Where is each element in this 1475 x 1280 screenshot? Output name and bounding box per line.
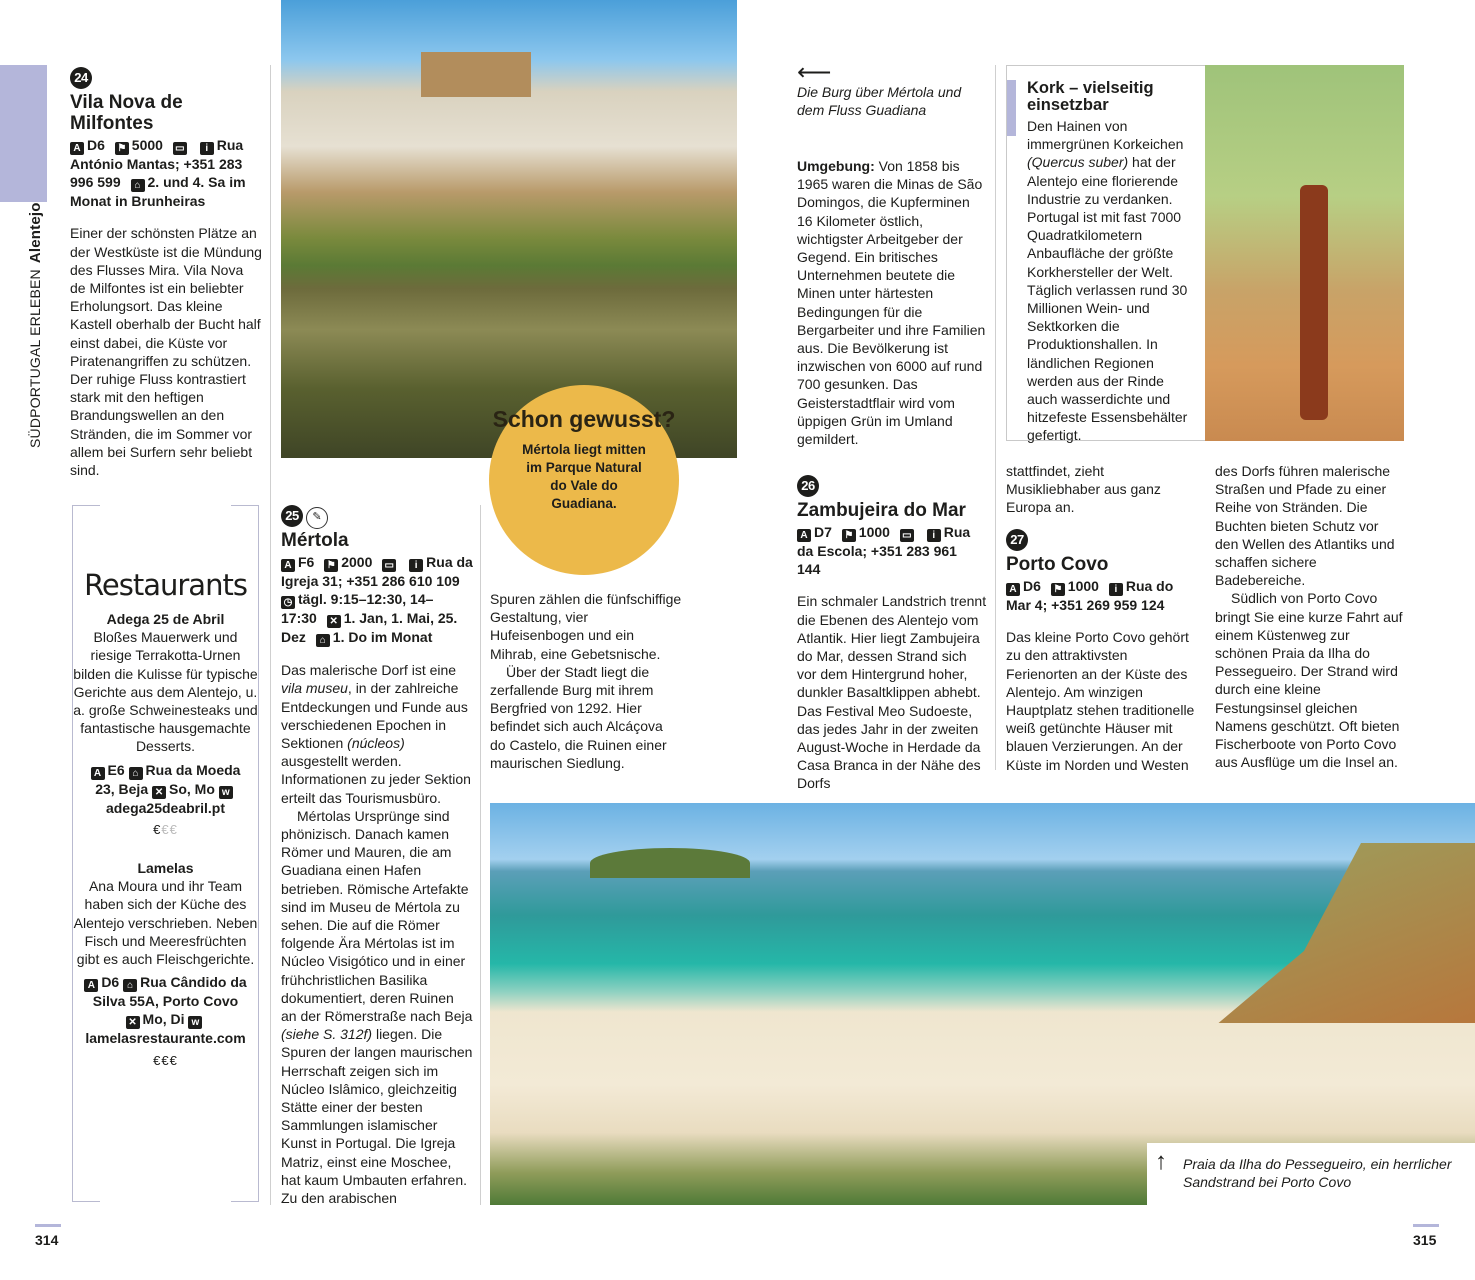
entry-27-continued [1215,462,1405,771]
entry-title: Vila Nova de Milfontes [70,92,183,134]
restaurant-description: Bloßes Mauerwerk und riesige Terrakotta-Urnen bilden die Kulisse für typische Gerichte aus dem Alentejo, u. a. große Schweinesteaks und fantastische hausgemachte Desserts. [73,629,258,755]
closed-icon: ✕ [152,786,166,799]
entry-body: Ein schmaler Landstrich trennt die Ebenen des Alentejo vom Atlantik. Hier liegt Zambujeira do Mar, dessen Strand sich vor dem Hintergrund hoher, dunkler Basaltklippen abhebt. Das Festival Meo Sudoeste, das jedes Jahr in der zweiten August-Woche in Herdade da Casa Branca in der Nähe des Dorfs [797,593,987,792]
population-icon: ⚑ [842,529,856,542]
web-icon: w [188,1016,202,1029]
column-rule [995,65,996,770]
info-icon: i [1109,583,1123,596]
entry-body: Südlich von Porto Covo bringt Sie eine kurze Fahrt auf einem Küstenweg zur schönen Praia da Ilha do Pessegueiro. Der Strand wird durch eine kleine Festungsinsel gleichen Namens geschützt. Oft bieten Fischerboote von Porto Covo aus Ausflüge um die Insel an. [1215,590,1403,771]
entry-number: 24 [70,67,92,89]
euro-icon: € [161,821,170,837]
info-text: D6 [1023,578,1041,594]
cork-oak-photo [1205,65,1404,441]
cliff-shape [1190,843,1475,1023]
info-text: 1. Do im Monat [332,629,433,646]
restaurant-website[interactable]: adega25deabril.pt [105,799,226,816]
house-icon: ⌂ [129,767,143,780]
house-icon: ⌂ [123,979,137,992]
population-icon: ⚑ [1051,583,1065,596]
info-item [900,524,917,540]
page-number-left: 314 [35,1224,61,1249]
info-item [1006,578,1041,594]
ticket-icon: ✎ [306,507,328,529]
kork-infobox [1006,65,1205,444]
population-icon: ⚑ [324,559,338,572]
closed-icon: ✕ [126,1016,140,1029]
info-text: F6 [298,554,315,570]
kork-title: Kork – vielseitig einsetzbar [1027,79,1154,114]
entry-info [281,553,473,647]
map-grid-icon: A [797,529,811,542]
restaurant-website[interactable]: lamelasrestaurante.com [85,1030,246,1047]
entry-25-continued [490,590,682,772]
beach-caption: Praia da Ilha do Pessegueiro, ein herrlicher Sandstrand bei Porto Covo [1183,1156,1452,1190]
entry-title: Porto Covo [1006,554,1109,575]
entry-body: stattfindet, zieht Musikliebhaber aus ganz Europa an. [1006,463,1161,516]
info-icon: i [927,529,941,542]
kork-text: Den Hainen von immergrünen Korkeichen (Quercus suber) hat der Alentejo eine florierende Industrie zu verdanken. Portugal ist mit fast 7000 Quadratkilometern Anbaufläche der größte Korkhersteller der Welt. Täglich verlassen rund 30 Millionen Wein- und Sektkorken die Produktionshallen. In ländlichen Regionen werden aus der Rinde auch wasserdichte und hitzefeste Essensbehälter gefertigt. [1027,118,1188,444]
restaurant-item [72,859,259,1070]
info-item [281,554,314,570]
euro-icon: € [169,1052,178,1068]
did-you-know-text: Mértola liegt mitten im Parque Natural do Vale do Guadiana. [522,442,646,511]
euro-icon: € [161,1052,170,1068]
info-item [115,137,163,153]
restaurant-item [72,610,259,839]
restaurant-name: Lamelas [137,860,194,877]
info-text: 1000 [858,524,890,540]
info-text: Rua António Mantas; +351 283 996 599 [70,137,244,191]
map-grid-icon: A [70,142,84,155]
info-item [316,629,433,645]
info-item [324,554,372,570]
entry-number: 26 [797,475,819,497]
island-shape [590,848,750,878]
info-icon: i [200,142,214,155]
map-grid-icon: A [91,767,105,780]
castle-photo [281,0,737,458]
restaurant-info: A E6 ⌂ Rua da Moeda 23, Beja ✕ So, Mo wadega25deabril.pt [72,761,259,817]
column-rule [270,65,271,1205]
info-text: tägl. 9:15–12:30, 14–17:30 [281,591,434,627]
arrow-left-icon: ⟵ [797,59,832,86]
clock-icon: ◷ [281,596,295,609]
entry-number: 25 [281,505,303,527]
entry-info [1006,577,1198,614]
web-icon: w [219,786,233,799]
castle-caption-block [797,59,987,448]
section-tab [0,65,47,202]
euro-icon: € [153,1052,162,1068]
info-text: D7 [814,524,832,540]
entry-body: Das kleine Porto Covo gehört zu den attraktivsten Ferienorten an der Küste des Alentejo. Am winzigen Hauptplatz stehen traditionelle weiß getünchte Häuser mit blauen Verzierungen. An der Küste im Norden und Westen [1006,629,1195,773]
restaurant-name: Adega 25 de Abril [106,611,225,627]
entry-body: Einer der schönsten Plätze an der Westküste ist die Mündung des Flusses Mira. Vila Nova de Milfontes ist ein beliebter Erholungsort. Das kleine Kastell oberhalb der Bucht half einst dabei, die Küste vor Piratenangriffen zu schützen. Der ruhige Fluss kontrastiert stark mit den heftigen Brandungswellen an den Stränden, die im Sommer vor allem bei Surfern sehr beliebt sind. [70,225,262,479]
info-item [1051,578,1099,594]
info-item [70,137,105,153]
restaurant-info: A D6 ⌂ Rua Cândido da Silva 55A, Porto Covo ✕ Mo, Di wlamelasrestaurante.com [85,974,247,1047]
running-head: SÜDPORTUGAL ERLEBENAlentejo [27,202,44,448]
entry-title: Mértola [281,530,349,551]
entry-title: Zambujeira do Mar [797,500,966,521]
market-icon: ⌂ [316,634,330,647]
info-text: Rua da Escola; +351 283 961 144 [797,524,971,578]
map-grid-icon: A [1006,583,1020,596]
info-item [797,524,832,540]
entry-27 [1006,529,1198,774]
closed-icon: ✕ [327,615,341,628]
arrow-up-icon: ↑ [1155,1148,1167,1175]
bus-icon: ▭ [900,529,914,542]
entry-body: Das malerische Dorf ist eine vila museu, in der zahlreiche Entdeckungen und Funde aus verschiedenen Epochen in Sektionen (núcleos) ausgestellt werden. Informationen zu jeder Sektion erteilt das Tourismusbüro. [281,662,471,806]
info-text: Rua do Mar 4; +351 269 959 124 [1006,578,1174,613]
bus-icon: ▭ [173,142,187,155]
info-item [173,137,190,153]
entry-number: 27 [1006,529,1028,551]
info-text: Rua da Igreja 31; +351 286 610 109 [281,554,473,589]
bus-icon: ▭ [382,559,396,572]
surroundings-text: Umgebung: Von 1858 bis 1965 waren die Minas de São Domingos, die Kupferminen 16 Kilometer östlich, wichtigster Arbeitgeber der Gegend. Ein britisches Unternehmen beutete die Minen unter härtesten Bedingungen für die Bergarbeiter und ihre Familien aus. Die Bevölkerung ist inzwischen von 6000 auf rund 700 gesunken. Das Geisterstadtflair wird vom üppigen Grün im Umland gemildert. [797,158,986,448]
beach-caption-box [1147,1143,1475,1210]
price-rating [72,821,259,839]
restaurant-description: Ana Moura und ihr Team haben sich der Küche des Alentejo verschrieben. Neben Fisch und Meeresfrüchten gibt es auch Fleischgerichte. [73,878,258,968]
entry-body: Spuren zählen die fünfschiffige Gestaltung, vier Hufeisenbogen und ein Mihrab, eine Gebetsnische. [490,591,682,662]
castle-shape [421,52,531,97]
info-icon: i [409,559,423,572]
info-item [382,554,399,570]
castle-caption: Die Burg über Mértola und dem Fluss Guadiana [797,84,962,118]
map-grid-icon: A [84,979,98,992]
entry-info [70,136,262,210]
restaurants-box [72,505,259,1202]
euro-icon: € [169,821,178,837]
entry-body: Mértolas Ursprünge sind phönizisch. Danach kamen Römer und Mauren, die am Guadiana einen Hafen betrieben. Römische Artefakte sind im Museu de Mértola zu sehen. Die auf die Römer folgende Ära Mértolas ist im Núcleo Visigótico und in einer frühchristlichen Basilika dokumentiert, deren Ruinen an der Römerstraße nach Beja (siehe S. 312f) liegen. Die Spuren der langen maurischen Herrschaft zeigen sich im Núcleo Islâmico, gleichzeitig Stätte einer der besten Sammlungen islamischer Kunst in Portugal. Die Igreja Matriz, einst eine Moschee, hat kaum Umbauten erfahren. Zu den arabischen [281,807,473,1207]
market-icon: ⌂ [131,179,145,192]
did-you-know-badge [489,385,679,575]
tree-trunk [1300,185,1328,420]
info-text: 1000 [1067,578,1099,594]
price-rating [72,1052,259,1070]
entry-25 [281,505,473,1207]
entry-body: des Dorfs führen malerische Straßen und Pfade zu einer Reihe von Stränden. Die Buchten bieten Schutz vor den Wellen des Atlantiks und schaffen sichere Badebereiche. [1215,463,1395,589]
info-item [842,524,890,540]
info-text: 1. Jan, 1. Mai, 25. Dez [281,610,458,646]
entry-26-continued [1006,462,1198,517]
column-rule [480,505,481,1205]
info-text: 2000 [341,554,373,570]
population-icon: ⚑ [115,142,129,155]
entry-body: Über der Stadt liegt die zerfallende Burg mit ihrem Bergfried von 1292. Hier befindet sich auch Alcáçova do Castelo, die Ruinen einer maurischen Siedlung. [490,663,667,771]
entry-24 [70,67,262,479]
did-you-know-heading: Schon gewusst? [492,406,676,432]
map-grid-icon: A [281,559,295,572]
info-text: 2. und 4. Sa im Monat in Brunheiras [70,174,246,210]
page-number-right: 315 [1413,1224,1439,1249]
entry-info [797,523,989,578]
restaurants-heading: Restaurants [84,568,247,602]
info-text: D6 [87,137,105,153]
entry-26 [797,475,989,793]
euro-icon: € [153,821,162,837]
info-text: 5000 [131,137,163,153]
